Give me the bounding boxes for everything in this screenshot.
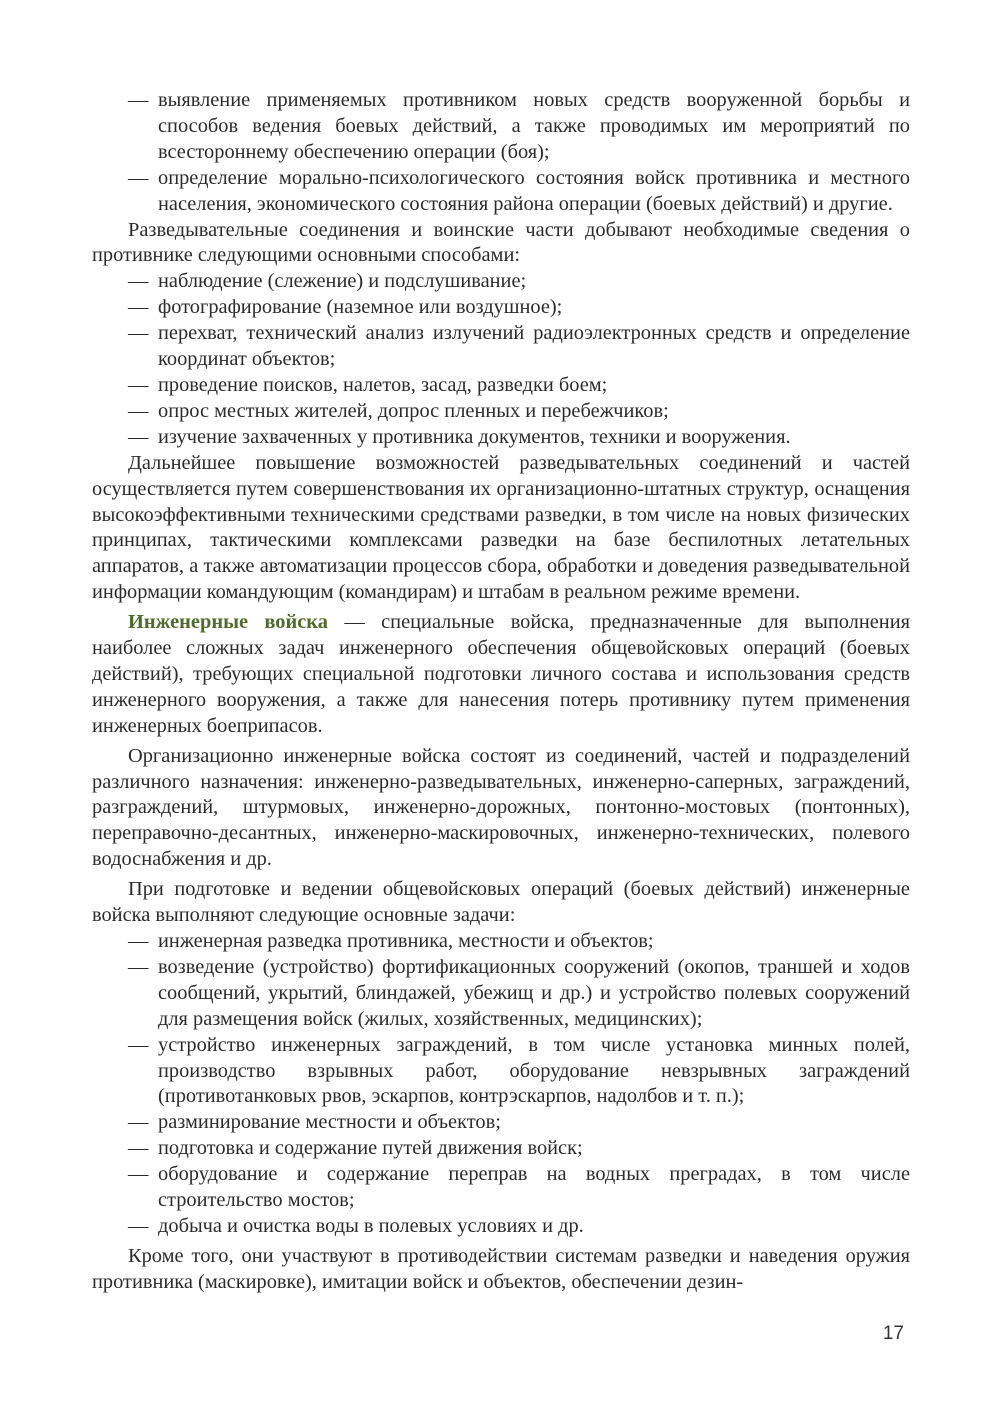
list-item [92,955,910,1033]
paragraph-organization: Организационно инженерные войска состоят из соединений, частей и подразделений различного назначения: инженерно-разведывательных, инженерно-саперных, заграждений, разграждений, штурмовых, инженерно-дорожных, понтонно-мостовых (понтонных), переправочно-десантных, инженерно-маскировочных, инженерно-технических, полевого водоснабжения и др. [92,744,910,871]
list-item [92,269,910,295]
list-item [92,929,910,955]
list-dash: — [128,399,149,422]
paragraph-besides: Кроме того, они участвуют в противодействии системам разведки и наведения оружия противника (маскировке), имитации войск и объектов, обеспечении дезин- [92,1244,910,1293]
list-item-text: оборудование и содержание переправ на водных преградах, в том числе строительство мостов; [158,1163,910,1212]
list-item-text: фотографирование (наземное или воздушное); [158,296,563,319]
list-dash: — [128,373,149,396]
list-item-text: подготовка и содержание путей движения войск; [158,1137,583,1160]
list-item-text: проведение поисков, налетов, засад, разведки боем; [158,373,608,396]
list-dash: — [128,1137,149,1160]
list-item-text: разминирование местности и объектов; [158,1111,501,1134]
list-item-text: устройство инженерных заграждений, в том числе установка минных полей, производство взрывных работ, оборудование невзрывных заграждений (противотанковых рвов, эскарпов, контрэскарпов, надолбов и т. п.); [158,1033,910,1108]
list-dash: — [128,296,149,319]
list-dash: — [128,425,149,448]
list-item [92,88,910,166]
list-item [92,425,910,451]
list-dash: — [128,1033,149,1056]
list-item [92,166,910,218]
list-item-text: наблюдение (слежение) и подслушивание; [158,270,527,293]
page-number: 17 [882,1323,904,1344]
list-item [92,1162,910,1214]
list-dash: — [128,89,149,111]
list-item [92,321,910,373]
list-dash: — [128,270,149,293]
definition-engineer-troops: — специальные войска, предназначенные для выполнения наиболее сложных задач инженерного обеспечения общевойсковых операций (боевых действий), требующих специальной подготовки личного состава и использования средств инженерного вооружения, а также для нанесения потерь противнику путем применения инженерных боеприпасов. [92,611,910,737]
page-body [92,88,910,1296]
list-item [92,1214,910,1240]
list-item [92,1136,910,1162]
list-dash: — [128,1214,149,1237]
list-item-text: добыча и очистка воды в полевых условиях и др. [158,1214,584,1237]
list-item-text: изучение захваченных у противника документов, техники и вооружения. [158,425,791,448]
paragraph-engineer-troops [92,610,910,740]
list-item [92,295,910,321]
list-item [92,399,910,425]
list-dash: — [128,166,149,189]
list-item-text: перехват, технический анализ излучений радиоэлектронных средств и определение координат объектов; [158,322,910,371]
paragraph-methods: Разведывательные соединения и воинские части добывают необходимые сведения о противнике следующими основными способами: [92,218,910,267]
list-dash: — [128,322,149,345]
term-engineer-troops: Инженерные войска [128,611,328,634]
list-item-text: возведение (устройство) фортификационных сооружений (окопов, траншей и ходов сообщений, укрытий, блиндажей, убежищ и др.) и устройство полевых сооружений для размещения войск (жилых, хозяйственных, медицинских); [158,955,910,1030]
list-item [92,373,910,399]
list-dash: — [128,930,149,952]
list-dash: — [128,1163,149,1186]
list-item [92,1110,910,1136]
list-item-text: выявление применяемых противником новых средств вооруженной борьбы и способов ведения боевых действий, а также проводимых им мероприятий по всестороннему обеспечению операции (боя); [158,89,910,163]
list-item-text: опрос местных жителей, допрос пленных и перебежчиков; [158,399,669,422]
paragraph-further: Дальнейшее повышение возможностей разведывательных соединений и частей осуществляется путем совершенствования их организационно-штатных структур, оснащения высокоэффективными техническими средствами разведки, в том числе на новых физических принципах, тактическими комплексами разведки на базе беспилотных летательных аппаратов, а также автоматизации процессов сбора, обработки и доведения разведывательной информации командующим (командирам) и штабам в реальном режиме времени. [92,451,910,604]
paragraph-tasks: При подготовке и ведении общевойсковых операций (боевых действий) инженерные войска выполняют следующие основные задачи: [92,878,910,927]
list-item [92,1033,910,1111]
list-dash: — [128,955,149,978]
list-dash: — [128,1111,149,1134]
list-item-text: инженерная разведка противника, местности и объектов; [158,930,654,952]
list-item-text: определение морально-психологического состояния войск противника и местного населения, экономического состояния района операции (боевых действий) и другие. [158,166,910,215]
